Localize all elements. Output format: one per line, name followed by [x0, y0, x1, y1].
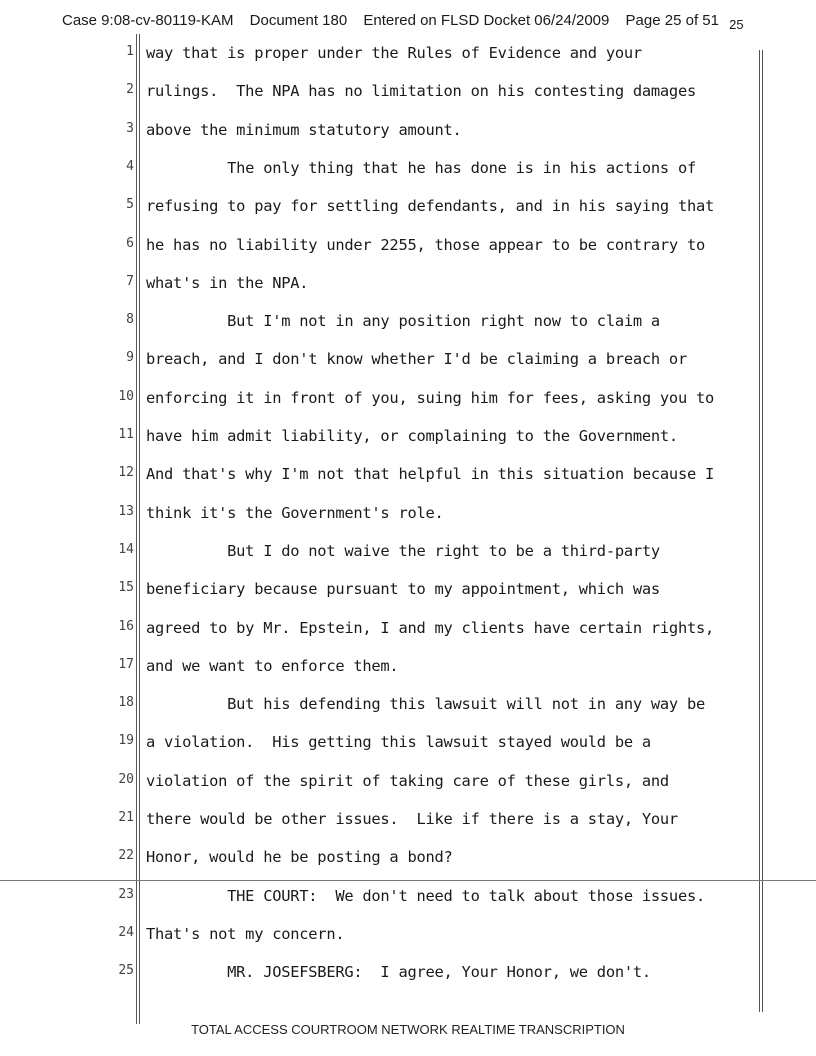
transcript-line [0, 274, 816, 294]
line-number: 21 [118, 810, 134, 825]
line-text: The only thing that he has done is in his actions of [146, 158, 696, 177]
line-number: 22 [118, 848, 134, 864]
footer-text: TOTAL ACCESS COURTROOM NETWORK REALTIME TRANSCRIPTION [191, 1022, 625, 1037]
line-text: there would be other issues. Like if there is a stay, Your [146, 810, 678, 828]
transcript-line [0, 197, 816, 217]
line-text: rulings. The NPA has no limitation on his contesting damages [146, 82, 696, 101]
transcript-line [0, 159, 816, 179]
transcript-line [0, 350, 816, 370]
line-text: above the minimum statutory amount. [146, 120, 462, 139]
line-number: 18 [118, 695, 134, 711]
line-text: But his defending this lawsuit will not in any way be [146, 695, 705, 714]
line-text: violation of the spirit of taking care of these girls, and [146, 771, 669, 790]
line-text: refusing to pay for settling defendants, and in his saying that [146, 197, 715, 216]
line-text: think it's the Government's role. [146, 503, 444, 522]
transcript-line [0, 963, 816, 983]
line-text: beneficiary because pursuant to my appointment, which was [146, 580, 660, 599]
line-number: 24 [118, 924, 134, 940]
transcript-line [0, 580, 816, 600]
line-number: 1 [126, 44, 134, 59]
line-number: 6 [126, 235, 134, 251]
line-number: 2 [126, 82, 134, 98]
transcript-line [0, 465, 816, 485]
line-text: And that's why I'm not that helpful in this situation because I [146, 465, 715, 484]
left-margin-rule [136, 34, 137, 1024]
scan-artifact-line [0, 880, 816, 881]
line-number: 9 [126, 350, 134, 366]
case-number: Case 9:08-cv-80119-KAM [62, 12, 234, 29]
transcript-line [0, 504, 816, 524]
line-number: 15 [118, 580, 134, 596]
transcript-line [0, 657, 816, 677]
transcript-line [0, 389, 816, 409]
line-number: 4 [126, 158, 134, 174]
line-number: 7 [126, 273, 134, 289]
transcript-line [0, 810, 816, 830]
docket-header [62, 12, 744, 32]
transcript-line [0, 542, 816, 562]
transcript-page-number: 25 [729, 17, 744, 32]
transcript-line [0, 44, 816, 64]
transcript-line [0, 848, 816, 868]
transcript-line [0, 236, 816, 256]
line-number: 25 [118, 963, 134, 979]
line-text: agreed to by Mr. Epstein, I and my clients have certain rights, [146, 618, 715, 637]
line-text: That's not my concern. [146, 924, 345, 943]
left-margin-rule-inner [139, 34, 140, 1024]
transcript-line [0, 695, 816, 715]
line-text: Honor, would he be posting a bond? [146, 848, 453, 867]
line-text: way that is proper under the Rules of Evidence and your [146, 44, 642, 62]
line-text: THE COURT: We don't need to talk about those issues. [146, 886, 705, 905]
transcript-line [0, 312, 816, 332]
line-text: breach, and I don't know whether I'd be claiming a breach or [146, 350, 687, 369]
line-number: 8 [126, 312, 134, 328]
line-number: 3 [126, 120, 134, 136]
line-number: 12 [118, 465, 134, 481]
line-text: a violation. His getting this lawsuit stayed would be a [146, 733, 651, 752]
transcript-line [0, 887, 816, 907]
transcript-line [0, 772, 816, 792]
line-number: 17 [118, 656, 134, 672]
page-indicator: Page 25 of 51 [625, 12, 719, 29]
transcript-line [0, 427, 816, 447]
line-text: But I'm not in any position right now to claim a [146, 312, 660, 331]
line-number: 19 [118, 733, 134, 749]
line-number: 11 [118, 427, 134, 442]
line-number: 13 [118, 503, 134, 519]
line-text: enforcing it in front of you, suing him for fees, asking you to [146, 388, 715, 407]
line-number: 16 [118, 618, 134, 634]
line-number: 23 [118, 886, 134, 902]
line-text: and we want to enforce them. [146, 656, 399, 675]
line-number: 5 [126, 197, 134, 213]
transcript-line [0, 121, 816, 141]
transcript-line [0, 733, 816, 753]
line-text: he has no liability under 2255, those appear to be contrary to [146, 235, 705, 254]
line-number: 14 [118, 541, 134, 557]
entered-date: Entered on FLSD Docket 06/24/2009 [363, 12, 610, 29]
transcript-line [0, 82, 816, 102]
line-number: 20 [118, 771, 134, 787]
line-text: what's in the NPA. [146, 273, 309, 292]
line-text: have him admit liability, or complaining to the Government. [146, 427, 678, 445]
transcript-line [0, 925, 816, 945]
line-text: But I do not waive the right to be a third-party [146, 541, 660, 560]
line-number: 10 [118, 388, 134, 404]
transcript-line [0, 619, 816, 639]
line-text: MR. JOSEFSBERG: I agree, Your Honor, we don't. [146, 963, 651, 982]
document-number: Document 180 [249, 12, 348, 29]
